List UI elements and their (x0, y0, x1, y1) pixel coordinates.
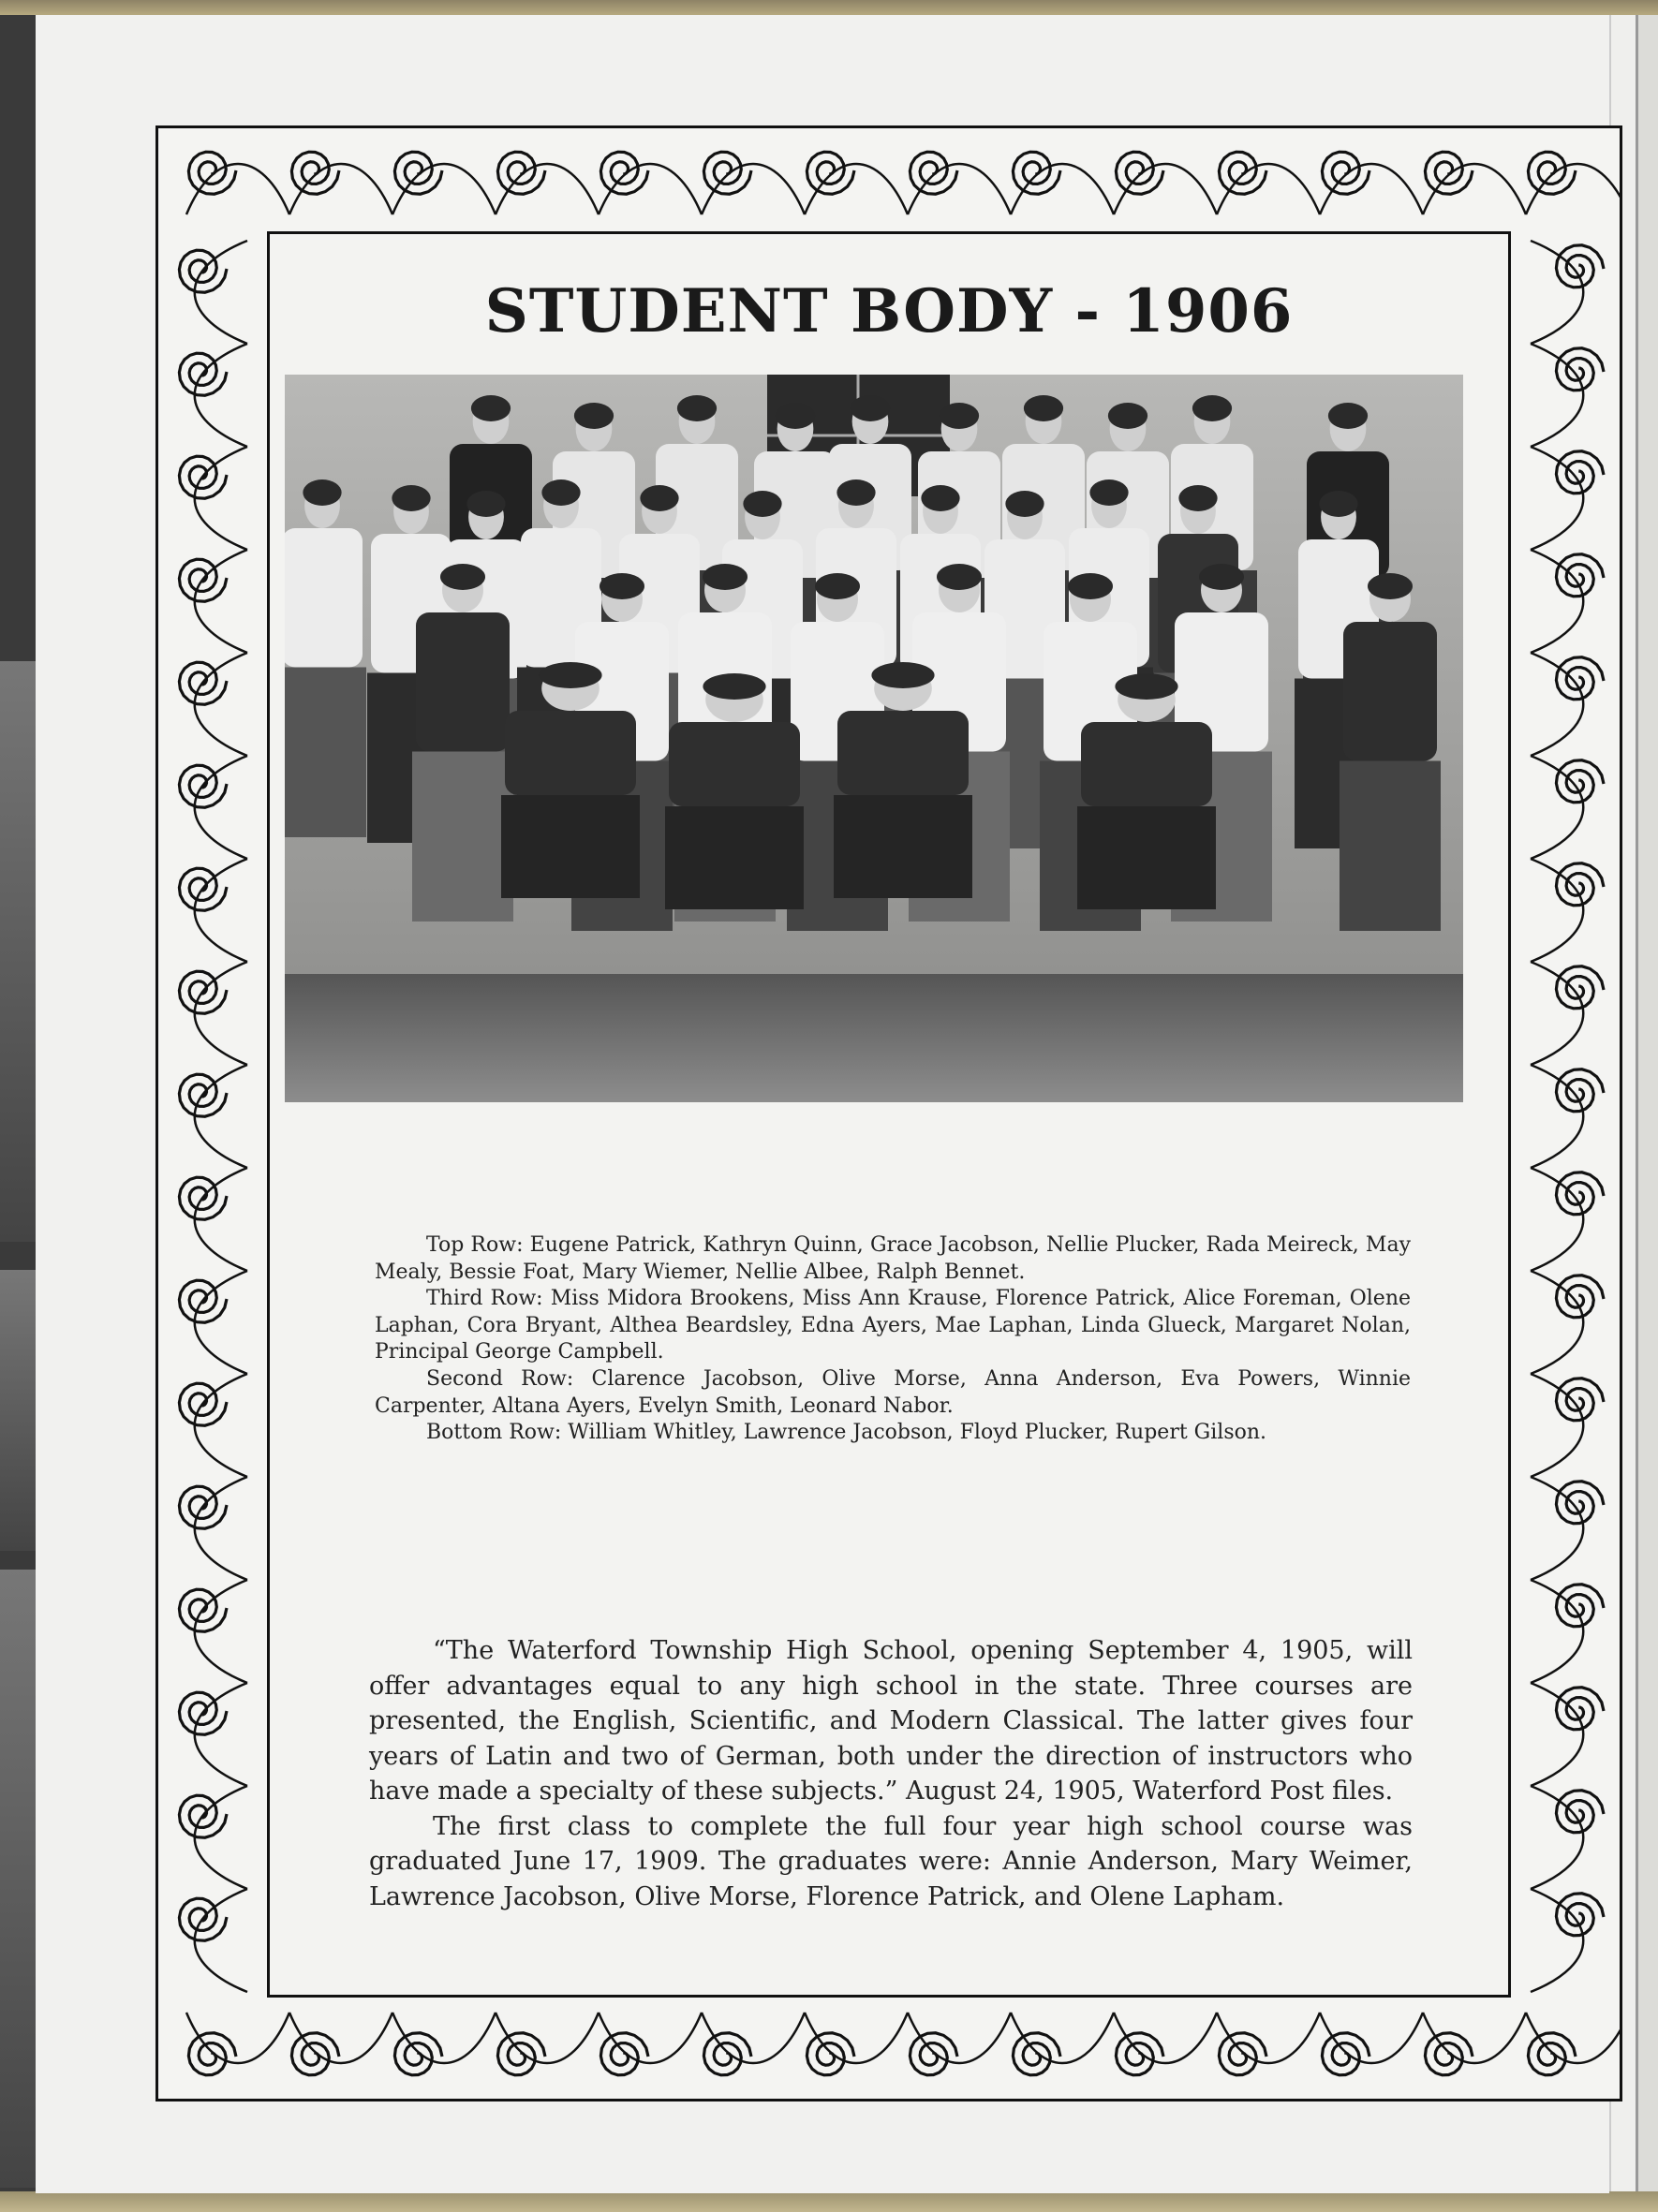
caption-bottom-row: Bottom Row: William Whitley, Lawrence Jacobson, Floyd Plucker, Rupert Gilson. (426, 1421, 1267, 1445)
caption-second-row: Second Row: Clarence Jacobson, Olive Morse, Anna Anderson, Eva Powers, Winnie Carpenter, Altana Ayers, Evelyn Smith, Leonard Nabor. (375, 1366, 1411, 1418)
history-text (369, 1633, 1413, 1914)
caption-third-row: Third Row: Miss Midora Brookens, Miss Ann Krause, Florence Patrick, Alice Foreman, Olene Laphan, Cora Bryant, Althea Beardsley, Edna Ayers, Mae Laphan, Linda Glueck, Margaret Nolan, Principal George Campbell. (375, 1287, 1412, 1364)
book-binding-bottom (0, 2191, 1658, 2212)
caption-top-row: Top Row: Eugene Patrick, Kathryn Quinn, Grace Jacobson, Nellie Plucker, Rada Meireck, May Mealy, Bessie Foat, Mary Wiemer, Nellie Albee, Ralph Bennet. (375, 1233, 1412, 1284)
document-page (36, 15, 1609, 2193)
quote-paragraph: “The Waterford Township High School, opening September 4, 1905, will offer advantages equal to any high school in the state. Three courses are presented, the English, Scientific, and Modern Classical. The latter gives four years of Latin and two of German, both under the direction of instructors who have made a specialty of these subjects.” August 24, 1905, Waterford Post files. (369, 1636, 1413, 1806)
content-panel (267, 231, 1511, 1998)
previous-page-edge (0, 15, 36, 2197)
graduates-paragraph: The first class to complete the full four year high school course was graduated June 17, 1909. The graduates were: Annie Anderson, Mary Weimer, Lawrence Jacobson, Olive Morse, Florence Patrick, and Olene Lapham. (369, 1811, 1413, 1911)
page-title: STUDENT BODY - 1906 (484, 276, 1294, 347)
photo-caption (375, 1232, 1411, 1447)
book-binding-top (0, 0, 1658, 15)
ornamental-border (155, 125, 1622, 2101)
student-body-photo (285, 375, 1463, 1102)
